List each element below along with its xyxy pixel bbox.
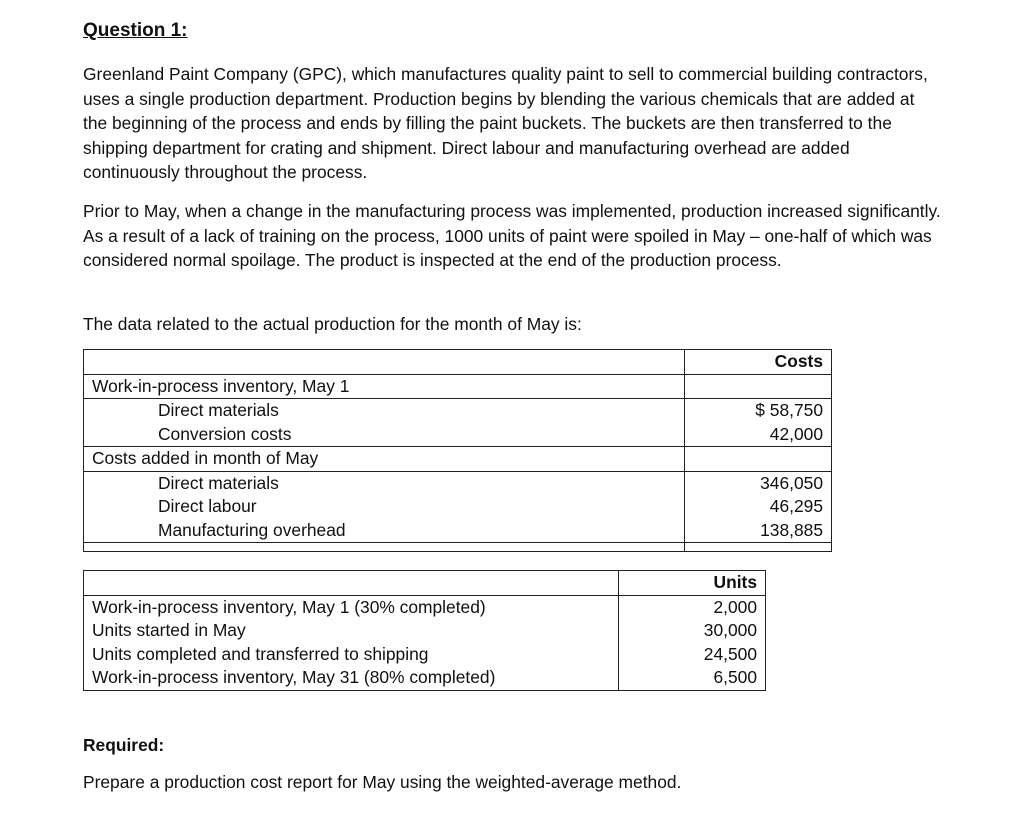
costs-added-blank <box>685 447 832 472</box>
added-overhead-value: 138,885 <box>760 519 823 540</box>
cost-spacer-right <box>685 543 832 552</box>
units-table <box>83 570 766 691</box>
costs-added-label: Costs added in month of May <box>84 447 685 472</box>
data-intro-paragraph: The data related to the actual production for the month of May is: <box>83 314 582 334</box>
units-wip-may31-label: Work-in-process inventory, May 31 (80% completed) <box>92 667 496 687</box>
cost-spacer-row <box>84 543 832 552</box>
added-direct-materials-value: 346,050 <box>760 472 823 493</box>
wip-direct-materials-value: $ 58,750 <box>755 400 823 420</box>
costs-added-labels <box>84 471 685 543</box>
units-wip-may1-value: 2,000 <box>713 596 757 617</box>
intro-paragraph: Greenland Paint Company (GPC), which manufactures quality paint to sell to commercial building contractors, uses a single production department. Production begins by blending the various chemicals that are added at the beginning of the process and ends by filling the paint buckets. The buckets are then transferred to the shipping department for crating and shipment. Direct labour and manufacturing overhead are added continuously throughout the process. <box>83 64 928 182</box>
wip-may1-label: Work-in-process inventory, May 1 <box>84 374 685 399</box>
costs-added-items-row <box>84 471 832 543</box>
wip-items-labels <box>84 399 685 447</box>
units-labels <box>84 595 619 690</box>
units-values <box>619 595 766 690</box>
cost-header-row <box>84 350 832 375</box>
wip-items-values <box>685 399 832 447</box>
added-direct-labour-label: Direct labour <box>158 496 257 516</box>
added-overhead-label: Manufacturing overhead <box>158 519 346 540</box>
cost-table <box>83 349 832 552</box>
units-completed-value: 24,500 <box>703 643 757 664</box>
units-header-row <box>84 571 766 596</box>
units-wip-may31-value: 6,500 <box>713 667 757 687</box>
units-header-blank <box>84 571 619 596</box>
wip-may1-blank <box>685 374 832 399</box>
units-completed-label: Units completed and transferred to shipping <box>92 643 429 664</box>
required-label: Required: <box>83 735 165 755</box>
units-started-value: 30,000 <box>703 620 757 640</box>
units-started-label: Units started in May <box>92 620 246 640</box>
costs-added-values <box>685 471 832 543</box>
wip-heading-row <box>84 374 832 399</box>
units-rows <box>84 595 766 690</box>
units-wip-may1-label: Work-in-process inventory, May 1 (30% completed) <box>92 596 486 617</box>
spoilage-paragraph: Prior to May, when a change in the manufacturing process was implemented, production increased significantly. As a result of a lack of training on the process, 1000 units of paint were spoiled in May – one-half of which was considered normal spoilage. The product is inspected at the end of the production process. <box>83 201 941 270</box>
question-heading: Question 1: <box>83 20 188 41</box>
wip-direct-materials-label: Direct materials <box>158 400 279 420</box>
units-column-header: Units <box>619 571 766 596</box>
cost-header-blank <box>84 350 685 375</box>
costs-column-header: Costs <box>685 350 832 375</box>
added-direct-labour-value: 46,295 <box>769 496 823 516</box>
required-text: Prepare a production cost report for May using the weighted-average method. <box>83 772 682 792</box>
costs-added-heading-row <box>84 447 832 472</box>
cost-spacer-left <box>84 543 685 552</box>
added-direct-materials-label: Direct materials <box>158 472 279 493</box>
wip-conversion-costs-value: 42,000 <box>769 423 823 444</box>
wip-conversion-costs-label: Conversion costs <box>158 423 292 444</box>
wip-items-row <box>84 399 832 447</box>
